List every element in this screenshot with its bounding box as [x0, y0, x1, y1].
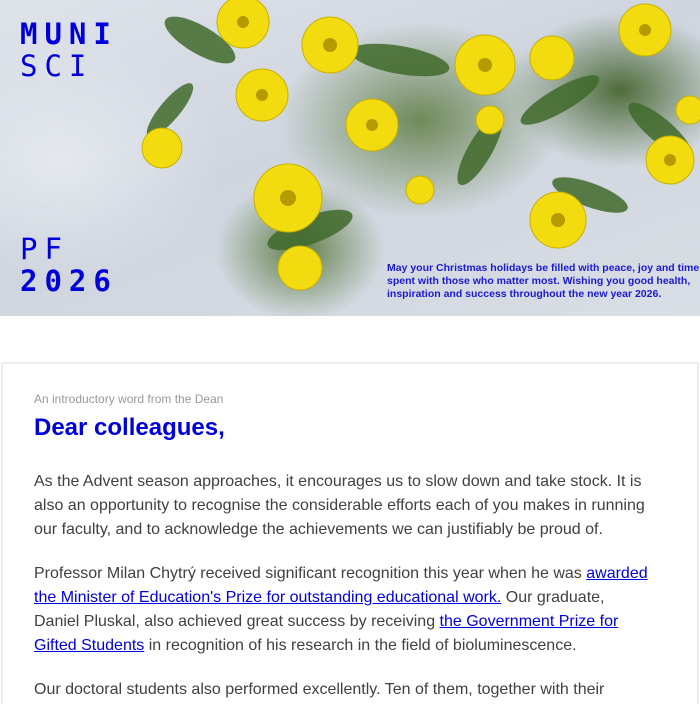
- logo-line-muni: MUNI: [20, 17, 118, 51]
- p2-text-b: Our graduate, Daniel Pluskal, also achieved great success by receiving: [34, 589, 605, 630]
- ministers-prize-link[interactable]: awarded the Minister of Education's Prize for outstanding educational work.: [34, 565, 648, 606]
- holiday-wish-text: May your Christmas holidays be filled with peace, joy and time spent with those who matter most. Wishing you good health, inspiration and success throughout the new year 2026.: [387, 262, 700, 300]
- muni-sci-logo: [20, 18, 118, 82]
- hero-banner: [0, 0, 700, 316]
- article-body: [34, 470, 654, 722]
- logo-line-sci: SCI: [20, 49, 94, 83]
- article-title: Dear colleagues,: [34, 414, 225, 441]
- article-kicker: An introductory word from the Dean: [34, 392, 224, 406]
- article-card: [1, 362, 699, 704]
- pf-text: PF: [20, 232, 69, 266]
- p2-text-c: in recognition of his research in the field of bioluminescence.: [144, 637, 577, 654]
- paragraph-1: As the Advent season approaches, it encourages us to slow down and take stock. It is also an opportunity to recognise the considerable efforts each of you makes in running our faculty, and to acknowledge the achievements we can justifiably be proud of.: [34, 473, 645, 538]
- year-text: 2026: [20, 264, 118, 298]
- government-prize-link[interactable]: the Government Prize for Gifted Students: [34, 613, 619, 654]
- paragraph-3: Our doctoral students also performed excellently. Ten of them, together with their: [34, 681, 605, 698]
- pf-2026-label: [20, 233, 118, 297]
- paragraph-2: [34, 562, 654, 658]
- p2-text-a: Professor Milan Chytrý received significant recognition this year when he was: [34, 565, 587, 582]
